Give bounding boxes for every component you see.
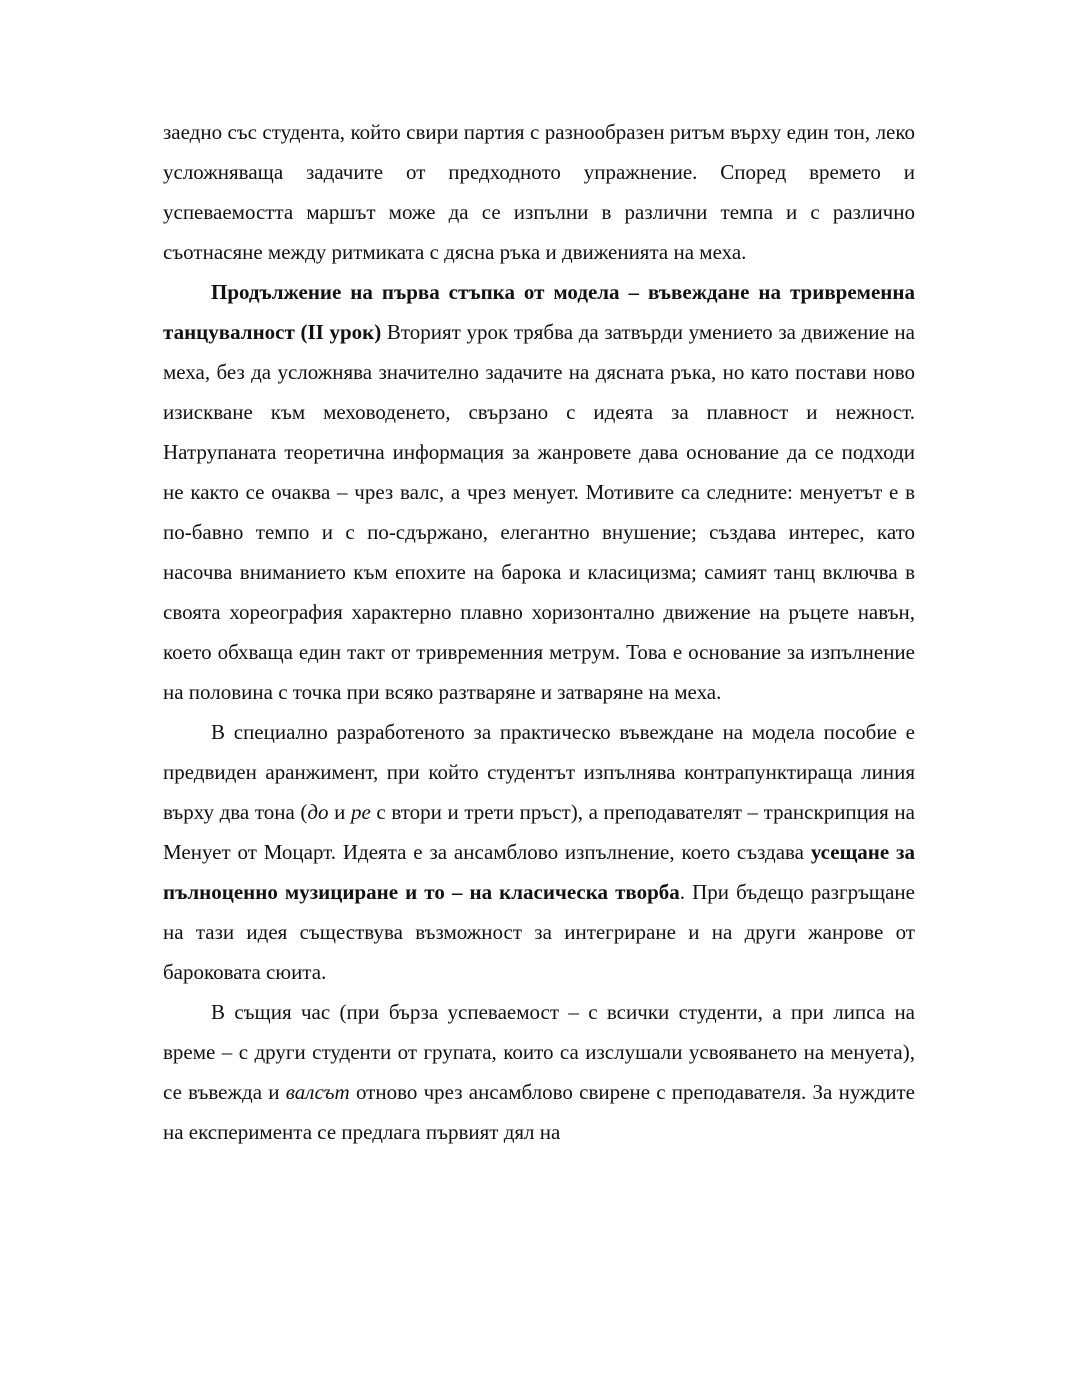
paragraph-4-text-a: В същия час (при бърза успеваемост – с всички студенти, а при липса на време – с други студенти от групата, които са изслушали усвояването на менуета), се въвежда и [163, 1000, 915, 1104]
paragraph-3-text-b: и [328, 800, 351, 824]
paragraph-2 [163, 272, 915, 712]
paragraph-4-text-b: отново чрез ансамблово свирене с преподавателя. За нуждите на експеримента се предлага първият дял на [163, 1080, 915, 1144]
note-do-italic: до [307, 800, 329, 824]
paragraph-1 [163, 112, 915, 272]
paragraph-3-text-c: с втори и трети пръст), а преподавателят – транскрипция на Менует от Моцарт. Идеята е за ансамблово изпълнение, което създава [163, 800, 915, 864]
waltz-italic: валсът [285, 1080, 350, 1104]
emphasis-bold: усещане за пълноценно музициране и то – на класическа творба [163, 840, 915, 904]
paragraph-3 [163, 712, 915, 992]
section-heading-bold: Продължение на първа стъпка от модела – въвеждане на тривременна танцувалност (II урок) [163, 280, 915, 344]
paragraph-2-text: Вторият урок трябва да затвърди умението за движение на меха, без да усложнява значително задачите на дясната ръка, но като постави ново изискване към меховоденето, свързано с идеята за плавност и нежност. Натрупаната теоретична информация за жанровете дава основание да се подходи не както се очаква – чрез валс, а чрез менует. Мотивите са следните: менуетът е в по-бавно темпо и с по-сдържано, елегантно внушение; създава интерес, като насочва вниманието към епохите на барока и класицизма; самият танц включва в своята хореография характерно плавно хоризонтално движение на ръцете навън, което обхваща един такт от тривременния метрум. Това е основание за изпълнение на половина с точка при всяко разтваряне и затваряне на меха. [163, 320, 915, 704]
note-re-italic: ре [350, 800, 371, 824]
paragraph-4 [163, 992, 915, 1152]
paragraph-1-text: заедно със студента, който свири партия с разнообразен ритъм върху един тон, леко усложняваща задачите от предходното упражнение. Според времето и успеваемостта маршът може да се изпълни в различни темпа и с различно съотнасяне между ритмиката с дясна ръка и движенията на меха. [163, 120, 915, 264]
paragraph-3-text-a: В специално разработеното за практическо въвеждане на модела пособие е предвиден аранжимент, при който студентът изпълнява контрапунктираща линия върху два тона ( [163, 720, 915, 824]
body-text [163, 112, 915, 1152]
paragraph-3-text-d: . При бъдещо разгръщане на тази идея съществува възможност за интегриране и на други жанрове от бароковата сюита. [163, 880, 915, 984]
